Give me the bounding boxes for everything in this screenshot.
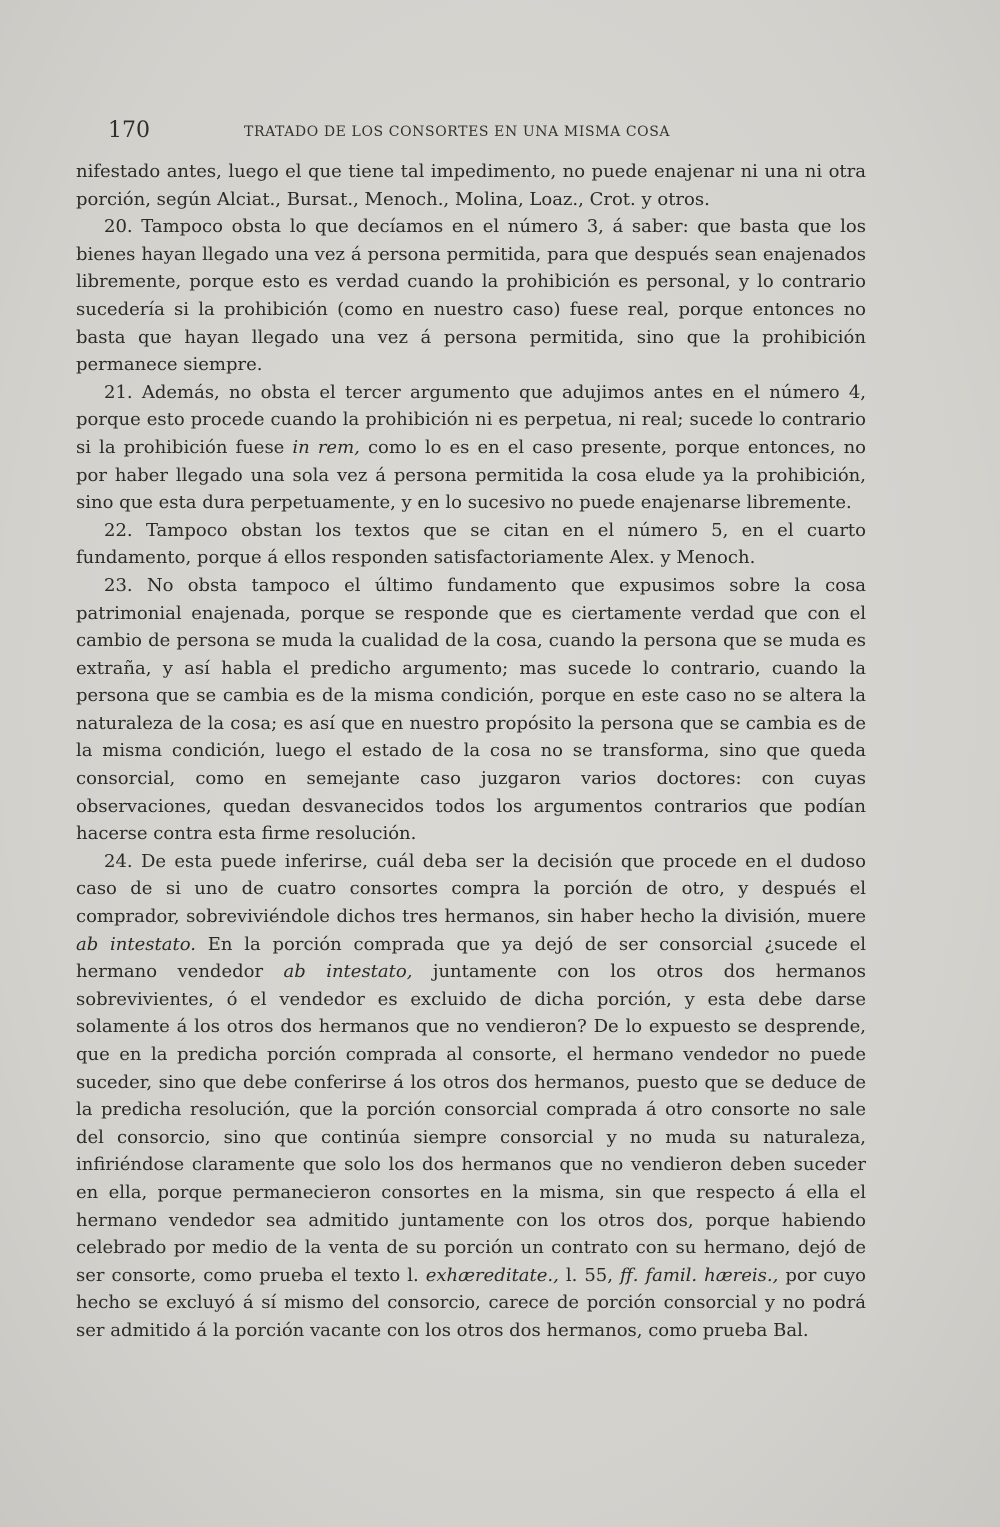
- italic-term: ab intestato,: [283, 961, 413, 983]
- paragraph-20: [76, 213, 866, 379]
- italic-term: in rem,: [292, 436, 360, 458]
- paragraph-text: De esta puede inferirse, cuál deba ser la decisión que procede en el dudoso caso de si uno de cuatro consortes compra la porción de otro, y después el comprador, sobreviviéndole dichos tres hermanos, sin haber hecho la división, muere: [76, 850, 866, 928]
- paragraph-text: En la porción comprada que ya dejó de ser consorcial ¿sucede el hermano vendedor: [76, 933, 866, 983]
- italic-term: ff. famil. hæreis.,: [619, 1264, 779, 1286]
- paragraph-24: [76, 848, 866, 1345]
- paragraph-text: por cuyo hecho se excluyó á sí mismo del consorcio, carece de porción consorcial y no podrá ser admitido á la porción vacante con los otros dos hermanos, como prueba Bal.: [76, 1264, 866, 1341]
- paragraph-text: No obsta tampoco el último fundamento que expusimos sobre la cosa patrimonial enajenada, porque se responde que es ciertamente verdad que con el cambio de persona se muda la cualidad de la cosa, cuando la persona que se muda es extraña, y así habla el predicho argumento; mas sucede lo contrario, cuando la persona que se cambia es de la misma condición, porque en este caso no se altera la naturaleza de la cosa; es así que en nuestro propósito la persona que se cambia es de la misma condición, luego el estado de la cosa no se transforma, sino que queda consorcial, como en semejante caso juzgaron varios doctores: con cuyas observaciones, quedan desvanecidos todos los argumentos contrarios que podían hacerse contra esta firme resolución.: [76, 574, 866, 845]
- paragraph-number: 20.: [104, 216, 133, 238]
- paragraph-text: Tampoco obstan los textos que se citan en el número 5, en el cuarto fundamento, porque á ellos responden satisfactoriamente Alex. y Menoch.: [76, 519, 866, 569]
- running-title: TRATADO DE LOS CONSORTES EN UNA MISMA COSA: [244, 124, 671, 140]
- page-number: 170: [108, 118, 150, 143]
- paragraph-continuation: [76, 158, 866, 213]
- paragraph-number: 23.: [104, 574, 133, 596]
- paragraph-number: 22.: [104, 519, 133, 541]
- paragraph-text: juntamente con los otros dos hermanos sobrevivientes, ó el vendedor es excluido de dicha porción, y esta debe darse solamente á los otros dos hermanos que no vendieron? De lo expuesto se desprende, que en la predicha porción comprada al consorte, el hermano vendedor no puede suceder, sino que debe conferirse á los otros dos hermanos, puesto que se deduce de la predicha resolución, que la porción consorcial comprada á otro consorte no sale del consorcio, sino que continúa siempre consorcial y no muda su naturaleza, infiriéndose claramente que solo los dos hermanos que no vendieron deben suceder en ella, porque permanecieron consortes en la misma, sin que respecto á ella el hermano vendedor sea admitido juntamente con los otros dos, porque habiendo celebrado por medio de la venta de su porción un contrato con su hermano, dejó de ser consorte, como prueba el texto l.: [76, 961, 866, 1286]
- paragraph-text: como lo es en el caso presente, porque entonces, no por haber llegado una sola vez á persona permitida la cosa elude ya la prohibición, sino que esta dura perpetuamente, y en lo sucesivo no puede enajenarse libremente.: [76, 436, 866, 514]
- italic-term: ab intestato.: [76, 933, 196, 955]
- paragraph-23: [76, 572, 866, 848]
- paragraph-text: Además, no obsta el tercer argumento que adujimos antes en el número 4, porque esto procede cuando la prohibición ni es perpetua, ni real; sucede lo contrario si la prohibición fuese: [76, 381, 866, 458]
- paragraph-21: [76, 379, 866, 517]
- paragraph-text: l. 55,: [558, 1264, 620, 1286]
- body-text: [76, 158, 866, 1345]
- paragraph-number: 24.: [104, 850, 133, 872]
- paragraph-text: Tampoco obsta lo que decíamos en el número 3, á saber: que basta que los bienes hayan llegado una vez á persona permitida, para que después sean enajenados libremente, porque esto es verdad cuando la prohibición es personal, y lo contrario sucedería si la prohibición (como en nuestro caso) fuese real, porque entonces no basta que hayan llegado una vez á persona permitida, sino que la prohibición permanece siempre.: [76, 216, 866, 376]
- running-head: [108, 118, 868, 148]
- italic-term: exhæreditate.,: [425, 1264, 559, 1286]
- paragraph-22: [76, 517, 866, 572]
- paragraph-number: 21.: [104, 381, 133, 403]
- paragraph-text: nifestado antes, luego el que tiene tal impedimento, no puede enajenar ni una ni otra porción, según Alciat., Bursat., Menoch., Molina, Loaz., Crot. y otros.: [76, 161, 866, 210]
